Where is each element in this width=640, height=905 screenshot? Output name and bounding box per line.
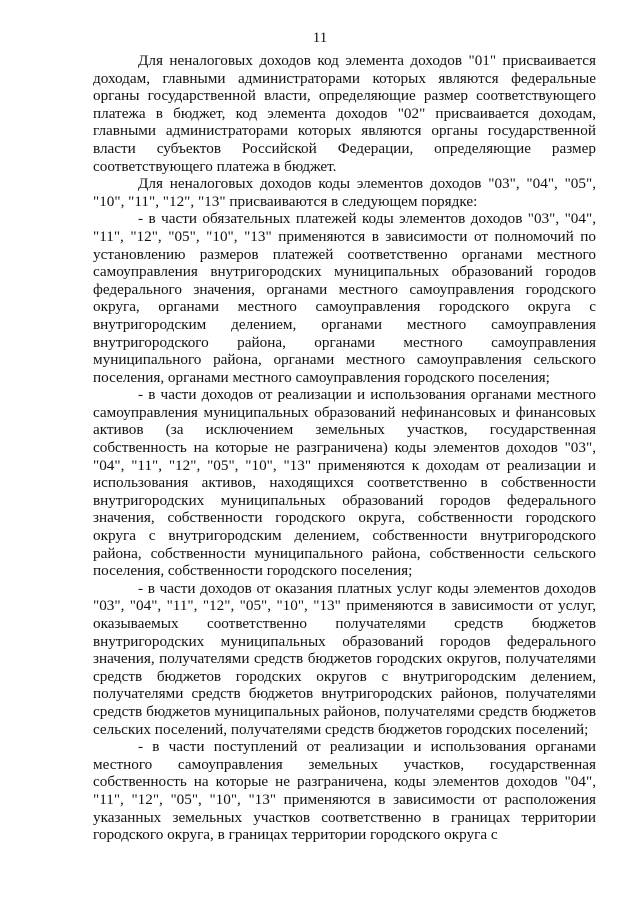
paragraph-main-admin-codes: Для неналоговых доходов код элемента доходов "01" присваивается доходам, главными администраторами которых являются федеральные органы государственной власти, определяющие размер соответствующего платежа в бюджет, код элемента доходов "02" присваивается доходам, главными администраторами которых являются органы государственной власти субъектов Российской Федерации, определяющие размер соответствующего платежа в бюджет. — [93, 52, 596, 175]
document-body — [93, 52, 596, 844]
paragraph-paid-services: - в части доходов от оказания платных услуг коды элементов доходов "03", "04", "11", "12", "05", "10", "13" применяются в зависимости от услуг, оказываемых соответственно получателями средств бюджетов внутригородских муниципальных образований городов федерального значения, получателями средств бюджетов городских округов, получателями средств бюджетов городских округов с внутригородским делением, получателями средств бюджетов внутригородских районов, получателями средств бюджетов муниципальных районов, получателями средств бюджетов сельских поселений, получателями средств бюджетов городских поселений; — [93, 579, 596, 738]
paragraph-land-plots: - в части поступлений от реализации и использования органами местного самоуправления земельных участков, государственная собственность на которые не разграничена, коды элементов доходов "04", "11", "12", "05", "10", "13" применяются в зависимости от расположения указанных земельных участков соответственно в границах территории городского округа, в границах территории городского округа с — [93, 738, 596, 844]
page-number: 11 — [312, 30, 328, 46]
paragraph-order-intro: Для неналоговых доходов коды элементов доходов "03", "04", "05", "10", "11", "12", "13" присваиваются в следующем порядке: — [93, 175, 596, 210]
paragraph-mandatory-payments: - в части обязательных платежей коды элементов доходов "03", "04", "11", "12", "05", "10", "13" применяются в зависимости от полномочий по установлению размеров платежей соответственно органами местного самоуправления внутригородских муниципальных образований городов федерального значения, органами местного самоуправления городского округа, органами местного самоуправления городского округа с внутригородским делением, органами местного самоуправления внутригородского района, органами местного самоуправления муниципального района, органами местного самоуправления сельского поселения, органами местного самоуправления городского поселения; — [93, 210, 596, 386]
paragraph-asset-income: - в части доходов от реализации и использования органами местного самоуправления муниципальных образований нефинансовых и финансовых активов (за исключением земельных участков, государственная собственность на которые не разграничена) коды элементов доходов "03", "04", "11", "12", "05", "10", "13" применяются к доходам от реализации и использования активов, находящихся соответственно в собственности внутригородских муниципальных образований городов федерального значения, собственности городского округа, собственности городского округа с внутригородским делением, собственности внутригородского района, собственности муниципального района, собственности сельского поселения, собственности городского поселения; — [93, 386, 596, 580]
